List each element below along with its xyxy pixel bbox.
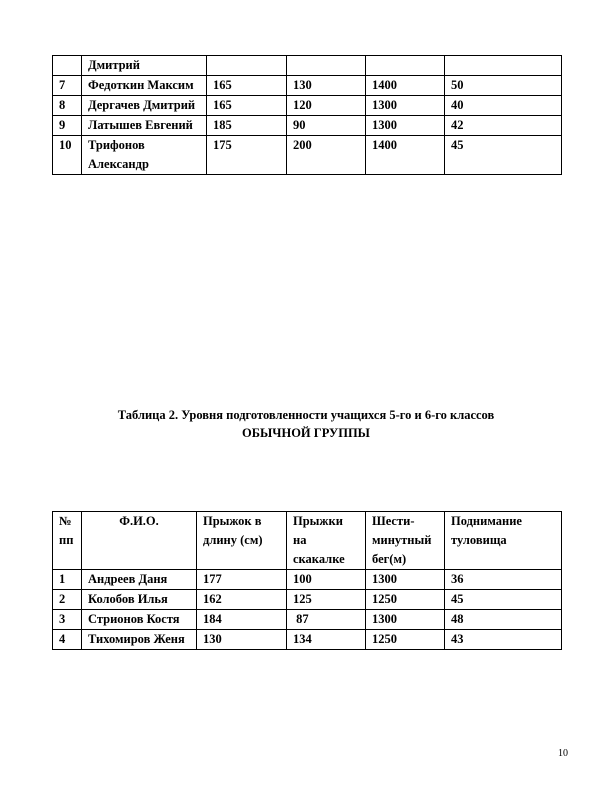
value-cell: [445, 56, 562, 76]
student-name: Федоткин Максим: [82, 76, 207, 96]
header-six-minute-run: Шести-минутный бег(м): [366, 512, 445, 570]
header-number: № пп: [53, 512, 82, 570]
student-name: Стрионов Костя: [82, 610, 197, 630]
value-cell: 43: [445, 630, 562, 650]
value-cell: 1300: [366, 96, 445, 116]
value-cell: 45: [445, 136, 562, 175]
row-number: 8: [53, 96, 82, 116]
row-number: 10: [53, 136, 82, 175]
value-cell: 48: [445, 610, 562, 630]
table-row: [53, 96, 562, 116]
value-cell: 175: [207, 136, 287, 175]
table-row: [53, 56, 562, 76]
value-cell: 1400: [366, 136, 445, 175]
header-rope-jumps: Прыжки на скакалке: [287, 512, 366, 570]
table-row: [53, 570, 562, 590]
student-name: Латышев Евгений: [82, 116, 207, 136]
caption-line-2: ОБЫЧНОЙ ГРУППЫ: [242, 426, 370, 440]
value-cell: 120: [287, 96, 366, 116]
row-number: 9: [53, 116, 82, 136]
row-number: 1: [53, 570, 82, 590]
student-name: Трифонов Александр: [82, 136, 207, 175]
value-cell: 45: [445, 590, 562, 610]
student-name: Колобов Илья: [82, 590, 197, 610]
value-cell: 130: [287, 76, 366, 96]
results-table-continued: [52, 55, 562, 175]
value-cell: 42: [445, 116, 562, 136]
row-number: 4: [53, 630, 82, 650]
value-cell: 177: [197, 570, 287, 590]
student-name: Дмитрий: [82, 56, 207, 76]
row-number: 2: [53, 590, 82, 610]
value-cell: 162: [197, 590, 287, 610]
value-cell: 1300: [366, 116, 445, 136]
page-number: 10: [558, 748, 568, 759]
value-cell: 40: [445, 96, 562, 116]
results-table-regular-group: [52, 511, 562, 650]
student-name: Тихомиров Женя: [82, 630, 197, 650]
header-name: Ф.И.О.: [82, 512, 197, 570]
value-cell: 165: [207, 76, 287, 96]
value-cell: [207, 56, 287, 76]
row-number: 3: [53, 610, 82, 630]
table-row: [53, 136, 562, 175]
value-cell: 1250: [366, 630, 445, 650]
value-cell: 1300: [366, 610, 445, 630]
header-long-jump: Прыжок в длину (см): [197, 512, 287, 570]
value-cell: 50: [445, 76, 562, 96]
table-row: [53, 630, 562, 650]
value-cell: 90: [287, 116, 366, 136]
student-name: Дергачев Дмитрий: [82, 96, 207, 116]
value-cell: 134: [287, 630, 366, 650]
value-cell: 1400: [366, 76, 445, 96]
value-cell: [287, 56, 366, 76]
value-cell: 100: [287, 570, 366, 590]
value-cell: 200: [287, 136, 366, 175]
row-number: [53, 56, 82, 76]
value-cell: 1250: [366, 590, 445, 610]
value-cell: 185: [207, 116, 287, 136]
table-row: [53, 76, 562, 96]
caption-line-1: Таблица 2. Уровня подготовленности учащихся 5-го и 6-го классов: [117, 408, 495, 422]
row-number: 7: [53, 76, 82, 96]
table-row: [53, 610, 562, 630]
value-cell: 1300: [366, 570, 445, 590]
table-header-row: [53, 512, 562, 570]
student-name: Андреев Даня: [82, 570, 197, 590]
value-cell: 165: [207, 96, 287, 116]
table-row: [53, 116, 562, 136]
table-caption: [0, 406, 612, 442]
value-cell: 184: [197, 610, 287, 630]
value-cell: 130: [197, 630, 287, 650]
value-cell: [366, 56, 445, 76]
value-cell: 125: [287, 590, 366, 610]
value-cell: 87: [287, 610, 366, 630]
header-sit-ups: Поднимание туловища: [445, 512, 562, 570]
table-row: [53, 590, 562, 610]
value-cell: 36: [445, 570, 562, 590]
